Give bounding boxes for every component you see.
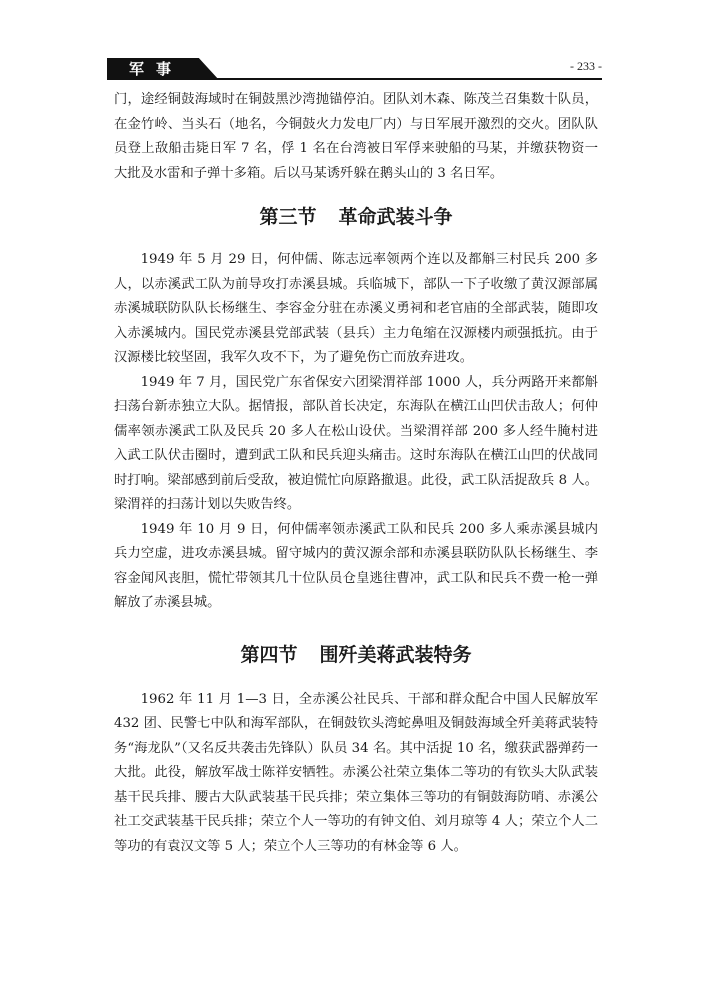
paragraph: 1949 年 10 月 9 日，何仲儒率领赤溪武工队和民兵 200 多人乘赤溪县城内兵力空虚，进攻赤溪县城。留守城内的黄汉源余部和赤溪县联防队队长杨继生、李容金闻风丧胆，慌忙带领其几十位队员仓皇逃往曹冲，武工队和民兵不费一枪一弹解放了赤溪县城。	[114, 521, 598, 610]
page-number: - 233 -	[570, 59, 602, 73]
intro-paragraph: 门，途经铜鼓海域时在铜鼓黑沙湾抛锚停泊。团队刘木森、陈茂兰召集数十队员，在金竹岭、当头石（地名，今铜鼓火力发电厂内）与日军展开激烈的交火。团队队员登上敌船击毙日军 7 名，俘 1 名在台湾被日军俘来驶船的马某，并缴获物资一大批及水雷和子弹十多箱。后以马某诱歼躲在鹅头山的 3 名日军。	[114, 92, 598, 181]
section-title: 革命武装斗争	[338, 206, 453, 228]
section-title: 围歼美蒋武装特务	[319, 643, 472, 666]
running-header	[107, 58, 602, 80]
section-number: 第三节	[259, 206, 317, 228]
section-heading-4	[114, 642, 598, 668]
section-heading-3	[114, 204, 598, 230]
header-title: 军事	[129, 60, 184, 78]
page-body	[114, 88, 598, 859]
paragraph: 1962 年 11 月 1—3 日，全赤溪公社民兵、干部和群众配合中国人民解放军 432 团、民警七中队和海军部队，在铜鼓钦头湾蛇鼻咀及铜鼓海域全歼美蒋武装特务“海龙队”（又名反共袭击先锋队）队员 34 名。其中活捉 10 名，缴获武器弹药一大批。此役，解放军战士陈祥安牺牲。赤溪公社荣立集体二等功的有钦头大队武装基干民兵排、腰古大队武装基干民兵排；荣立集体三等功的有铜鼓海防哨、赤溪公社工交武装基干民兵排；荣立个人一等功的有钟文伯、刘月琼等 4 人；荣立个人二等功的有袁汉文等 5 人；荣立个人三等功的有林金等 6 人。	[114, 691, 598, 854]
paragraph: 1949 年 5 月 29 日，何仲儒、陈志远率领两个连以及都斛三村民兵 200 多人，以赤溪武工队为前导攻打赤溪县城。兵临城下，部队一下子收缴了黄汉源部属赤溪城联防队队长杨继生、李容金分驻在赤溪义勇祠和老官庙的全部武装，随即攻入赤溪城内。国民党赤溪县党部武装（县兵）主力龟缩在汉源楼内顽强抵抗。由于汉源楼比较坚固，我军久攻不下，为了避免伤亡而放弃进攻。	[114, 252, 598, 365]
header-rule	[107, 78, 602, 80]
paragraph: 1949 年 7 月，国民党广东省保安六团梁渭祥部 1000 人，兵分两路开来都斛扫荡台新赤独立大队。据情报，部队首长决定，东海队在横江山凹伏击敌人；何仲儒率领赤溪武工队及民兵 20 多人在松山设伏。当梁渭祥部 200 多人经牛腌村进入武工队伏击圈时，遭到武工队和民兵迎头痛击。这时东海队在横江山凹的伏战同时打响。梁部感到前后受敌，被迫慌忙向原路撤退。此役，武工队活捉敌兵 8 人。梁渭祥的扫荡计划以失败告终。	[114, 374, 598, 512]
section-number: 第四节	[240, 643, 298, 666]
